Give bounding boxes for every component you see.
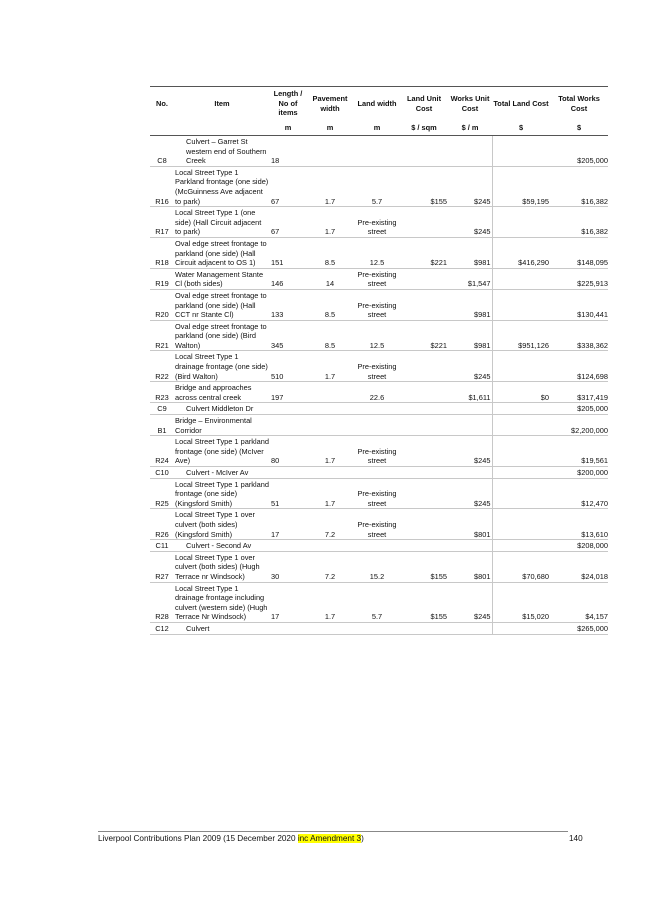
cell-land-unit-cost — [400, 540, 448, 552]
cell-pavement-width: 8.5 — [306, 320, 354, 351]
cell-land-width: 22.6 — [354, 382, 400, 403]
cell-item: Local Street Type 1 Parkland frontage (one side) (McGuinness Ave adjacent to park) — [175, 167, 269, 206]
cell-land-width: Pre-existing street — [354, 509, 400, 540]
cell-land-unit-cost — [400, 467, 448, 479]
cell-total-land-cost: $70,680 — [492, 551, 550, 582]
cell-item: Local Street Type 1 parkland frontage (one side) (McIver Ave) — [175, 437, 269, 466]
table-row — [150, 136, 608, 167]
cell-item: Culvert Middleton Dr — [174, 403, 270, 415]
header-pavement-width: Pavement width — [306, 87, 354, 121]
cell-total-land-cost — [492, 136, 550, 167]
cell-item: Culvert – Garret St western end of Southern Creek — [174, 136, 270, 167]
cell-land-unit-cost — [400, 436, 448, 467]
cell-land-width — [354, 415, 400, 436]
cell-land-unit-cost: $221 — [400, 237, 448, 268]
cell-length — [270, 415, 306, 436]
cell-length: 67 — [270, 207, 306, 238]
cell-total-land-cost — [492, 540, 550, 552]
table-row — [150, 540, 608, 552]
cell-item: Local Street Type 1 drainage frontage (one side) (Bird Walton) — [174, 351, 270, 382]
header-row — [150, 87, 608, 121]
cell-works-unit-cost: $801 — [448, 509, 492, 540]
cell-pavement-width — [306, 136, 354, 167]
cell-length: 17 — [270, 509, 306, 540]
cell-total-works-cost: $13,610 — [550, 509, 608, 540]
table-row — [150, 403, 608, 415]
cell-total-works-cost: $24,018 — [550, 551, 608, 582]
cell-land-unit-cost — [400, 268, 448, 289]
header-total-works-cost: Total Works Cost — [550, 87, 608, 121]
cell-total-land-cost — [492, 207, 550, 238]
cell-land-unit-cost — [400, 351, 448, 382]
cell-length: 51 — [270, 478, 306, 509]
table-row — [150, 268, 608, 289]
cell-total-land-cost — [492, 467, 550, 479]
cell-works-unit-cost: $801 — [448, 551, 492, 582]
cell-pavement-width — [306, 540, 354, 552]
cell-no: C11 — [150, 540, 174, 552]
cell-no: C10 — [150, 467, 174, 479]
cell-works-unit-cost — [448, 136, 492, 167]
cell-pavement-width — [306, 415, 354, 436]
cell-land-unit-cost: $221 — [400, 320, 448, 351]
cell-length: 151 — [270, 237, 306, 268]
cell-pavement-width: 1.7 — [306, 582, 354, 622]
table-row — [150, 509, 608, 540]
cell-pavement-width: 7.2 — [306, 509, 354, 540]
cell-no: R22 — [150, 351, 174, 382]
cell-length — [270, 467, 306, 479]
table-row — [150, 382, 608, 403]
cell-land-unit-cost — [400, 622, 448, 634]
cell-works-unit-cost: $245 — [448, 436, 492, 467]
header-land-width: Land width — [354, 87, 400, 121]
cell-pavement-width: 1.7 — [306, 478, 354, 509]
cell-no: R17 — [150, 207, 174, 238]
footer-close: ) — [361, 834, 364, 843]
cell-item: Culvert — [174, 622, 270, 634]
cell-item: Local Street Type 1 drainage frontage including culvert (western side) (Hugh Terrace Nr Windsock) — [174, 582, 270, 622]
cell-pavement-width — [306, 467, 354, 479]
cell-total-works-cost: $265,000 — [550, 622, 608, 634]
page-number: 140 — [569, 834, 583, 843]
cell-no: R26 — [150, 509, 174, 540]
cell-no: R20 — [150, 289, 174, 320]
header-works-unit-cost: Works Unit Cost — [448, 87, 492, 121]
cell-total-works-cost: $2,200,000 — [550, 415, 608, 436]
cell-land-width: Pre-existing street — [354, 351, 400, 382]
cell-total-works-cost: $338,362 — [550, 320, 608, 351]
cell-length: 510 — [270, 351, 306, 382]
cell-total-land-cost — [492, 509, 550, 540]
cell-length: 146 — [270, 268, 306, 289]
cell-total-land-cost — [492, 622, 550, 634]
cell-total-works-cost: $124,698 — [550, 351, 608, 382]
cell-total-works-cost: $208,000 — [550, 540, 608, 552]
footer-amendment-highlight: inc Amendment 3 — [297, 834, 362, 843]
cell-total-land-cost — [492, 351, 550, 382]
cell-works-unit-cost: $981 — [448, 320, 492, 351]
cell-total-works-cost: $16,382 — [550, 166, 608, 206]
cell-total-works-cost: $205,000 — [550, 136, 608, 167]
cell-pavement-width: 8.5 — [306, 237, 354, 268]
unit-land-unit-cost: $ / sqm — [400, 120, 448, 136]
cell-item: Local Street Type 1 over culvert (both sides) (Kingsford Smith) — [174, 509, 270, 540]
cell-no: R28 — [150, 582, 174, 622]
cell-length — [270, 540, 306, 552]
cell-no: R21 — [150, 320, 174, 351]
cell-works-unit-cost — [448, 403, 492, 415]
cell-pavement-width: 14 — [306, 268, 354, 289]
cell-length: 80 — [270, 436, 306, 467]
cell-item: Local Street Type 1 (one side) (Hall Circuit adjacent to park) — [174, 207, 270, 238]
cell-works-unit-cost: $245 — [448, 207, 492, 238]
cell-works-unit-cost — [448, 415, 492, 436]
table-row — [150, 237, 608, 268]
cell-works-unit-cost: $981 — [448, 289, 492, 320]
cell-no: R25 — [150, 478, 174, 509]
cell-item: Culvert - McIver Av — [174, 467, 270, 479]
cell-land-unit-cost — [400, 478, 448, 509]
header-item: Item — [174, 87, 270, 121]
cell-pavement-width: 1.7 — [306, 436, 354, 467]
cell-item: Bridge and approaches across central creek — [174, 382, 270, 403]
cell-land-width — [354, 136, 400, 167]
cell-pavement-width: 1.7 — [306, 351, 354, 382]
cell-no: R24 — [150, 436, 174, 467]
cell-land-unit-cost: $155 — [400, 582, 448, 622]
cell-works-unit-cost — [448, 540, 492, 552]
works-schedule-table — [150, 86, 608, 635]
cell-total-land-cost — [492, 436, 550, 467]
cell-total-works-cost: $130,441 — [550, 289, 608, 320]
cell-length — [270, 403, 306, 415]
unit-total-land-cost: $ — [492, 120, 550, 136]
cell-length — [270, 622, 306, 634]
unit-no — [150, 120, 174, 136]
cell-no: C8 — [150, 136, 174, 167]
cell-works-unit-cost — [448, 622, 492, 634]
cell-works-unit-cost: $245 — [448, 351, 492, 382]
unit-total-works-cost: $ — [550, 120, 608, 136]
cell-land-width — [354, 540, 400, 552]
cell-length: 18 — [270, 136, 306, 167]
table-row — [150, 415, 608, 436]
table-row — [150, 551, 608, 582]
unit-length: m — [270, 120, 306, 136]
cell-land-width — [354, 403, 400, 415]
cell-total-land-cost — [492, 403, 550, 415]
unit-pavement: m — [306, 120, 354, 136]
cell-works-unit-cost: $1,547 — [448, 268, 492, 289]
table-row — [150, 320, 608, 351]
cell-length: 30 — [270, 551, 306, 582]
cell-no: R23 — [150, 382, 174, 403]
cell-pavement-width: 1.7 — [306, 207, 354, 238]
cell-land-width: Pre-existing street — [354, 289, 400, 320]
cell-land-width — [354, 622, 400, 634]
cell-works-unit-cost: $245 — [448, 582, 492, 622]
cell-land-width: Pre-existing street — [354, 478, 400, 509]
cell-total-land-cost — [492, 415, 550, 436]
cell-length: 133 — [270, 289, 306, 320]
cell-land-width: 15.2 — [354, 551, 400, 582]
table-row — [150, 622, 608, 634]
cell-total-land-cost: $0 — [492, 382, 550, 403]
header-length: Length / No of items — [270, 87, 306, 121]
page-footer — [98, 831, 568, 843]
cell-length: 345 — [270, 320, 306, 351]
cell-length: 67 — [270, 166, 306, 206]
cell-total-land-cost — [492, 268, 550, 289]
cell-land-unit-cost — [400, 415, 448, 436]
cell-total-land-cost: $416,290 — [492, 237, 550, 268]
cell-total-works-cost: $12,470 — [550, 478, 608, 509]
cell-land-unit-cost — [400, 509, 448, 540]
cell-pavement-width — [306, 382, 354, 403]
cell-item: Water Management Stante Cl (both sides) — [174, 268, 270, 289]
cell-land-width: 12.5 — [354, 320, 400, 351]
table-row — [150, 166, 608, 206]
table-row — [150, 351, 608, 382]
unit-works-unit-cost: $ / m — [448, 120, 492, 136]
cell-total-land-cost: $951,126 — [492, 320, 550, 351]
cell-total-works-cost: $225,913 — [550, 268, 608, 289]
cell-land-width: Pre-existing street — [354, 436, 400, 467]
cell-length: 17 — [270, 582, 306, 622]
cell-no: R19 — [150, 268, 174, 289]
header-total-land-cost: Total Land Cost — [492, 87, 550, 121]
cell-item: Oval edge street frontage to parkland (one side) (Hall Circuit adjacent to OS 1) — [174, 237, 270, 268]
cell-land-width: Pre-existing street — [354, 268, 400, 289]
cell-no: B1 — [150, 415, 174, 436]
cell-item: Culvert - Second Av — [174, 540, 270, 552]
cell-no: R16 — [150, 166, 174, 206]
table-row — [150, 207, 608, 238]
header-no: No. — [150, 87, 174, 121]
cell-length: 197 — [270, 382, 306, 403]
cell-total-works-cost: $317,419 — [550, 382, 608, 403]
cell-works-unit-cost: $981 — [448, 237, 492, 268]
cell-no: C12 — [150, 622, 174, 634]
cell-land-unit-cost: $155 — [400, 166, 448, 206]
cell-total-works-cost: $148,095 — [550, 237, 608, 268]
table-row — [150, 582, 608, 622]
cell-total-works-cost: $19,561 — [550, 436, 608, 467]
cell-land-width: 5.7 — [354, 166, 400, 206]
cell-pavement-width — [306, 622, 354, 634]
units-row — [150, 120, 608, 136]
cell-item: Bridge – Environmental Corridor — [174, 415, 270, 436]
cell-works-unit-cost: $1,611 — [448, 382, 492, 403]
cell-item: Oval edge street frontage to parkland (one side) (Bird Walton) — [174, 320, 270, 351]
cell-no: C9 — [150, 403, 174, 415]
cell-total-land-cost: $59,195 — [492, 166, 550, 206]
cell-total-land-cost — [492, 289, 550, 320]
cell-land-unit-cost — [400, 382, 448, 403]
cell-total-works-cost: $205,000 — [550, 403, 608, 415]
cell-land-unit-cost — [400, 403, 448, 415]
cell-land-width: 12.5 — [354, 237, 400, 268]
cell-no: R18 — [150, 237, 174, 268]
cell-total-works-cost: $16,382 — [550, 207, 608, 238]
unit-item — [174, 120, 270, 136]
table-row — [150, 436, 608, 467]
header-land-unit-cost: Land Unit Cost — [400, 87, 448, 121]
cell-land-unit-cost — [400, 136, 448, 167]
cell-land-unit-cost: $155 — [400, 551, 448, 582]
cell-item: Oval edge street frontage to parkland (one side) (Hall CCT nr Stante Cl) — [174, 289, 270, 320]
cell-total-works-cost: $200,000 — [550, 467, 608, 479]
cell-item: Local Street Type 1 parkland frontage (one side) (Kingsford Smith) — [175, 479, 269, 508]
cell-total-works-cost: $4,157 — [550, 582, 608, 622]
table-row — [150, 467, 608, 479]
cell-land-unit-cost — [400, 289, 448, 320]
cell-total-land-cost — [492, 478, 550, 509]
cell-pavement-width: 7.2 — [306, 551, 354, 582]
cell-pavement-width: 1.7 — [306, 166, 354, 206]
cell-works-unit-cost — [448, 467, 492, 479]
unit-land-width: m — [354, 120, 400, 136]
table-body — [150, 136, 608, 635]
cell-no: R27 — [150, 551, 174, 582]
table-row — [150, 478, 608, 509]
cell-pavement-width: 8.5 — [306, 289, 354, 320]
cell-land-width: Pre-existing street — [354, 207, 400, 238]
cell-land-unit-cost — [400, 207, 448, 238]
cell-item: Local Street Type 1 over culvert (both sides) (Hugh Terrace nr Windsock) — [174, 551, 270, 582]
cell-land-width — [354, 467, 400, 479]
cell-works-unit-cost: $245 — [448, 166, 492, 206]
table-row — [150, 289, 608, 320]
cell-total-land-cost: $15,020 — [492, 582, 550, 622]
cell-pavement-width — [306, 403, 354, 415]
cell-works-unit-cost: $245 — [448, 478, 492, 509]
footer-title: Liverpool Contributions Plan 2009 (15 December 2020 — [98, 834, 298, 843]
cell-land-width: 5.7 — [354, 582, 400, 622]
